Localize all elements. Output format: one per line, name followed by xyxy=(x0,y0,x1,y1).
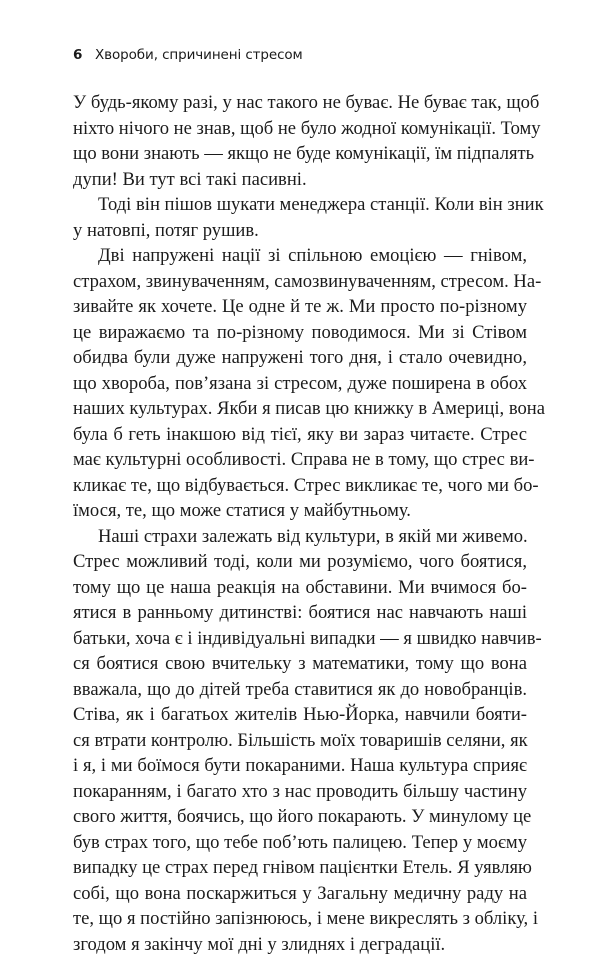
text-line: покаранням, і багато хто з нас проводить більшу частину xyxy=(73,779,527,805)
text-line: випадку це страх перед гнівом пацієнтки Етель. Я уявляю xyxy=(73,855,527,881)
text-line: вважала, що до дітей треба ставитися як до новобранців. xyxy=(73,677,527,703)
text-line: має культурні особливості. Справа не в тому, що стрес ви- xyxy=(73,447,527,473)
text-line: свого життя, боячись, що його покарають. У минулому це xyxy=(73,804,527,830)
text-line: Наші страхи залежать від культури, в якій ми живемо. xyxy=(73,524,527,550)
text-line: Стіва, як і багатьох жителів Нью-Йорка, навчили бояти- xyxy=(73,702,527,728)
body-text xyxy=(73,90,527,957)
text-line: батьки, хоча є і індивідуальні випадки — я швидко навчив- xyxy=(73,626,527,652)
text-line: тому що це наша реакція на обставини. Ми вчимося бо- xyxy=(73,575,527,601)
paragraph xyxy=(73,524,527,957)
text-line: страхом, звинуваченням, самозвинуваченням, стресом. На- xyxy=(73,269,527,295)
text-line: був страх того, що тебе поб’ють палицею. Тепер у моєму xyxy=(73,830,527,856)
text-line: У будь-якому разі, у нас такого не буває. Не буває так, щоб xyxy=(73,90,527,116)
text-line: це виражаємо та по-різному поводимося. Ми зі Стівом xyxy=(73,320,527,346)
text-line: зивайте як хочете. Це одне й те ж. Ми просто по-різному xyxy=(73,294,527,320)
text-line: те, що я постійно запізнююсь, і мене викреслять з обліку, і xyxy=(73,906,527,932)
text-line: кликає те, що відбувається. Стрес викликає те, чого ми бо- xyxy=(73,473,527,499)
text-line: ніхто нічого не знав, щоб не було жодної комунікації. Тому xyxy=(73,116,527,142)
text-line: наших культурах. Якби я писав цю книжку в Америці, вона xyxy=(73,396,527,422)
text-line: Стрес можливий тоді, коли ми розуміємо, чого боятися, xyxy=(73,549,527,575)
text-line: собі, що вона поскаржиться у Загальну медичну раду на xyxy=(73,881,527,907)
page-number: 6 xyxy=(73,47,95,63)
text-line: їмося, те, що може статися у майбутньому. xyxy=(73,498,527,524)
text-line: дупи! Ви тут всі такі пасивні. xyxy=(73,167,527,193)
text-line: і я, і ми боїмося бути покараними. Наша культура сприяє xyxy=(73,753,527,779)
paragraph xyxy=(73,192,527,243)
text-line: що хвороба, пов’язана зі стресом, дуже поширена в обох xyxy=(73,371,527,397)
running-head xyxy=(73,47,303,63)
paragraph xyxy=(73,243,527,524)
text-line: згодом я закінчу мої дні у злиднях і деградації. xyxy=(73,932,527,957)
text-line: ся втрати контролю. Більшість моїх товаришів селяни, як xyxy=(73,728,527,754)
text-line: ся боятися свою вчительку з математики, тому що вона xyxy=(73,651,527,677)
text-line: ятися в ранньому дитинстві: боятися нас навчають наші xyxy=(73,600,527,626)
text-line: що вони знають — якщо не буде комунікації, їм підпалять xyxy=(73,141,527,167)
text-line: Тоді він пішов шукати менеджера станції. Коли він зник xyxy=(73,192,527,218)
paragraph xyxy=(73,90,527,192)
text-line: Дві напружені нації зі спільною емоцією — гнівом, xyxy=(73,243,527,269)
chapter-title: Хвороби, спричинені стресом xyxy=(95,47,303,63)
text-line: була б геть інакшою від тієї, яку ви зараз читаєте. Стрес xyxy=(73,422,527,448)
text-line: у натовпі, потяг рушив. xyxy=(73,218,527,244)
text-line: обидва були дуже напружені того дня, і стало очевидно, xyxy=(73,345,527,371)
